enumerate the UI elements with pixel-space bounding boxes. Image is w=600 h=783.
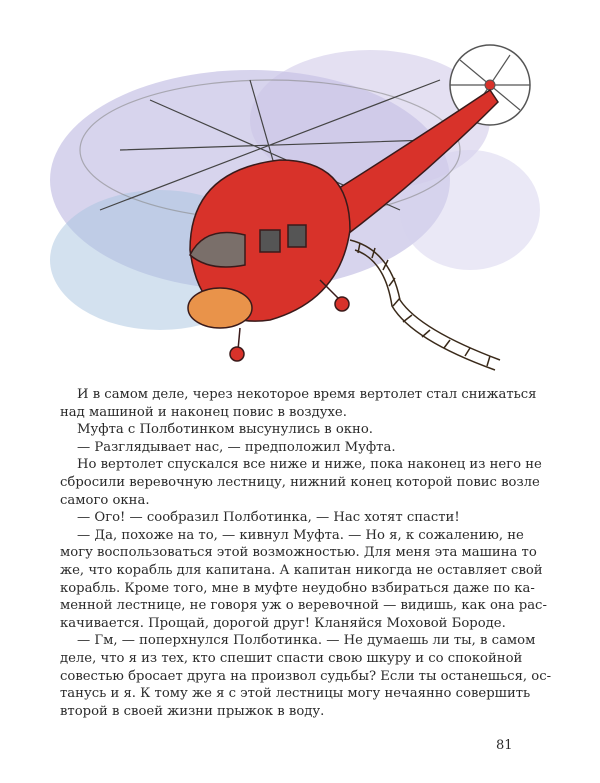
text-line: — Разглядывает нас, — предположил Муфта. [77,439,396,455]
text-line: Но вертолет спускался все ниже и ниже, пока наконец из него не [77,457,542,473]
text-line: самого окна. [60,492,150,508]
text-line: деле, что я из тех, кто спешит спасти свою шкуру и со спокойной [60,650,523,666]
text-line: же, что корабль для капитана. А капитан никогда не оставляет свой [60,562,543,578]
text-line: сбросили веревочную лестницу, нижний конец которой повис возле [60,474,540,490]
text-line: совестью бросает друга на произвол судьбы? Если ты останешься, ос- [60,668,552,684]
helicopter-illustration [40,10,560,375]
text-line: качивается. Прощай, дорогой друг! Кланяйся Моховой Бороде. [60,615,506,631]
text-line: И в самом деле, через некоторое время вертолет стал снижаться [77,387,537,402]
page-number: 81 [496,738,513,753]
text-line: — Ого! — сообразил Полботинка, — Нас хотят спасти! [77,510,460,526]
text-line: второй в своей жизни прыжок в воду. [60,703,325,719]
text-line: могу воспользоваться этой возможностью. Для меня эта машина то [60,545,537,561]
text-line: Муфта с Полботинком высунулись в окно. [77,422,373,438]
text-line: — Гм, — поперхнулся Полботинка. — Не думаешь ли ты, в самом [77,633,536,649]
text-line: корабль. Кроме того, мне в муфте неудобно взбираться даже по ка- [60,580,535,596]
text-line: менной лестнице, не говоря уж о веревочной — видишь, как она рас- [60,598,547,614]
text-line: над машиной и наконец повис в воздухе. [60,404,347,420]
text-line: танусь и я. К тому же я с этой лестницы могу нечаянно совершить [60,686,531,702]
text-line: — Да, похоже на то, — кивнул Муфта. — Но я, к сожалению, не [77,527,524,543]
body-text [60,386,552,720]
